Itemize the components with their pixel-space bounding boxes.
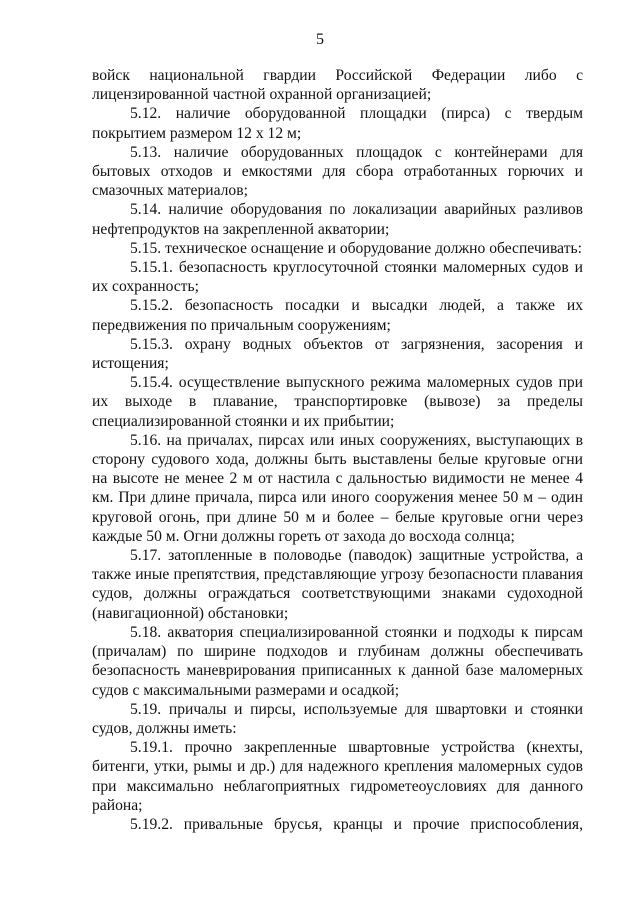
paragraph-5-13: 5.13. наличие оборудованных площадок с контейнерами для бытовых отходов и емкостями для сбора отработанных горючих и смазочных материалов; (92, 143, 583, 200)
paragraph-5-14: 5.14. наличие оборудования по локализации аварийных разливов нефтепродуктов на закрепленной акватории; (92, 201, 583, 238)
document-body (92, 66, 583, 834)
paragraph-5-15-2: 5.15.2. безопасность посадки и высадки людей, а также их передвижения по причальным сооружениям; (92, 297, 583, 334)
paragraph-5-19-2: 5.19.2. привальные брусья, кранцы и прочие приспособления, (130, 815, 583, 833)
paragraph-5-18: 5.18. акватория специализированной стоянки и подходы к пирсам (причалам) по ширине подходов и глубинам должны обеспечивать безопасность маневрирования приписанных к данной базе маломерных судов с максимальными размерами и осадкой; (92, 623, 583, 699)
page-number: 5 (316, 31, 324, 48)
paragraph-5-12: 5.12. наличие оборудованной площадки (пирса) с твердым покрытием размером 12 x 12 м; (92, 105, 583, 142)
paragraph-5-15-4: 5.15.4. осуществление выпускного режима маломерных судов при их выходе в плавание, транспортировке (вывозе) за пределы специализированной стоянки и их прибытии; (92, 374, 583, 430)
paragraph-continuation: войск национальной гвардии Российской Федерации либо с лицензированной частной охранной организацией; (92, 67, 583, 104)
paragraph-5-19: 5.19. причалы и пирсы, используемые для швартовки и стоянки судов, должны иметь: (92, 700, 583, 737)
paragraph-5-19-1: 5.19.1. прочно закрепленные швартовные устройства (кнехты, битенги, утки, рымы и др.) для надежного крепления маломерных судов при максимально неблагоприятных гидрометеоусловиях для данного района; (92, 739, 583, 814)
paragraph-5-16: 5.16. на причалах, пирсах или иных сооружениях, выступающих в сторону судового хода, должны быть выставлены белые круговые огни на высоте не менее 2 м от настила с дальностью видимости не менее 4 км. При длине причала, пирса или иного сооружения менее 50 м – один круговой огонь, при длине 50 м и более – белые круговые огни через каждые 50 м. Огни должны гореть от захода до восхода солнца; (92, 431, 583, 545)
paragraph-5-15-1: 5.15.1. безопасность круглосуточной стоянки маломерных судов и их сохранность; (92, 259, 583, 296)
paragraph-5-15-3: 5.15.3. охрану водных объектов от загрязнения, засорения и истощения; (92, 335, 583, 373)
paragraph-5-15: 5.15. техническое оснащение и оборудование должно обеспечивать: (130, 239, 582, 257)
paragraph-5-17: 5.17. затопленные в половодье (паводок) защитные устройства, а также иные препятствия, представляющие угрозу безопасности плавания судов, должны ограждаться соответствующими знаками судоходной (навигационной) обстановки; (92, 547, 583, 622)
